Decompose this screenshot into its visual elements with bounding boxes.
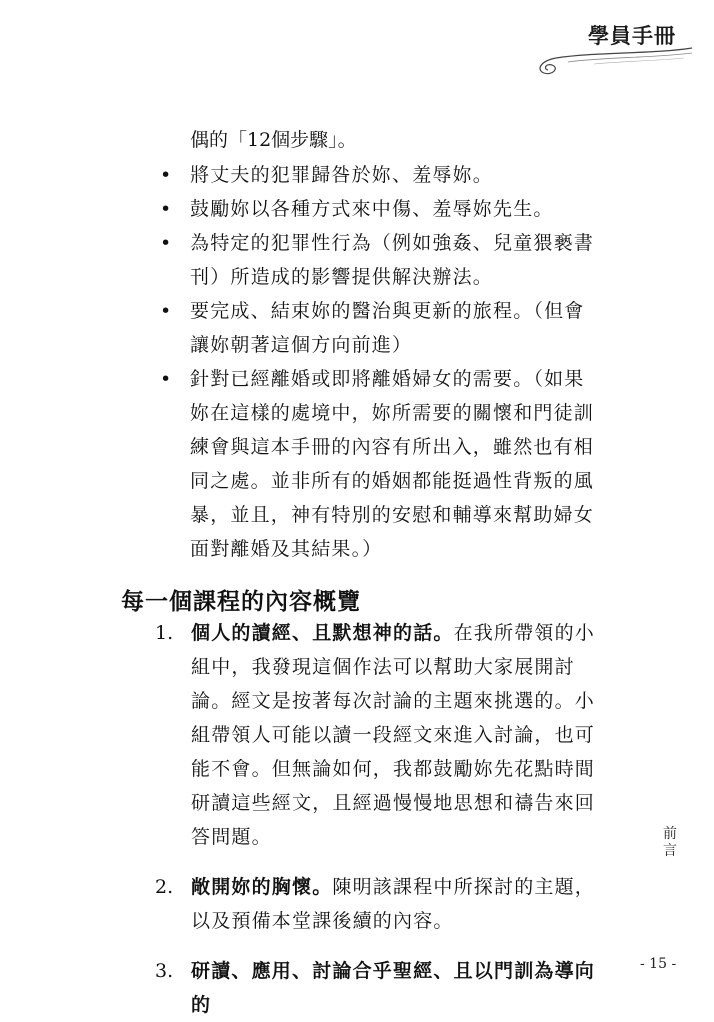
bullet-text: 為特定的犯罪性行為（例如強姦、兒童猥褻書刊）所造成的影響提供解決辦法。 [190, 232, 595, 288]
item-number: 3. [155, 960, 174, 982]
numbered-list [155, 616, 603, 1022]
item-body: 陳明該課程中所探討的主題，以及預備本堂課後續的內容。 [191, 876, 596, 932]
page-number: - 15 - [640, 956, 677, 972]
bullet-text: 要完成、結束妳的醫治與更新的旅程。（但會讓妳朝著這個方向前進） [190, 300, 585, 356]
list-item [160, 226, 600, 294]
side-tab-label: 前言 [663, 826, 677, 859]
item-spacer [155, 854, 603, 870]
header-title: 學員手冊 [588, 24, 676, 48]
list-item [160, 362, 600, 566]
bullet-dot-icon: • [160, 198, 172, 220]
item-lead: 個人的讀經、且默想神的話。 [191, 622, 454, 644]
bullet-dot-icon: • [160, 164, 172, 186]
bullet-dot-icon: • [160, 368, 172, 390]
item-number: 1. [155, 622, 174, 644]
item-number: 2. [155, 876, 174, 898]
bullet-text: 針對已經離婚或即將離婚婦女的需要。（如果妳在這樣的處境中，妳所需要的關懷和門徒訓練會與這本手冊的內容有所出入，雖然也有相同之處。並非所有的婚姻都能挺過性背叛的風暴，並且，神有特別的安慰和輔導來幫助婦女面對離婚及其結果。） [190, 368, 595, 560]
section-title: 每一個課程的內容概覽 [121, 588, 361, 615]
header-flourish [534, 44, 694, 78]
list-item [160, 192, 600, 226]
item-lead: 敞開妳的胸懷。 [191, 876, 333, 898]
bullet-dot-icon: • [160, 300, 172, 322]
continuation-line: 偶的「12個步驟」。 [190, 129, 357, 151]
page-header [534, 14, 694, 76]
item-text [191, 616, 603, 854]
list-item [155, 954, 603, 1022]
item-body: 在我所帶領的小組中，我發現這個作法可以幫助大家展開討論。經文是按著每次討論的主題來挑選的。小組帶領人可能以讀一段經文來進入討論，也可能不會。但無論如何，我都鼓勵妳先花點時間研讀這些經文，且經過慢慢地思想和禱告來回答問題。 [191, 622, 596, 848]
bullet-text: 鼓勵妳以各種方式來中傷、羞辱妳先生。 [190, 198, 554, 220]
item-text [191, 954, 603, 1022]
list-item [160, 158, 600, 192]
list-item [155, 616, 603, 854]
bullet-list [160, 158, 600, 566]
bullet-text: 將丈夫的犯罪歸咎於妳、羞辱妳。 [190, 164, 494, 186]
list-item [155, 870, 603, 938]
item-text [191, 870, 603, 938]
bullet-dot-icon: • [160, 232, 172, 254]
item-spacer [155, 938, 603, 954]
list-item [160, 294, 600, 362]
item-lead: 研讀、應用、討論合乎聖經、且以門訓為導向的 [191, 960, 596, 1016]
